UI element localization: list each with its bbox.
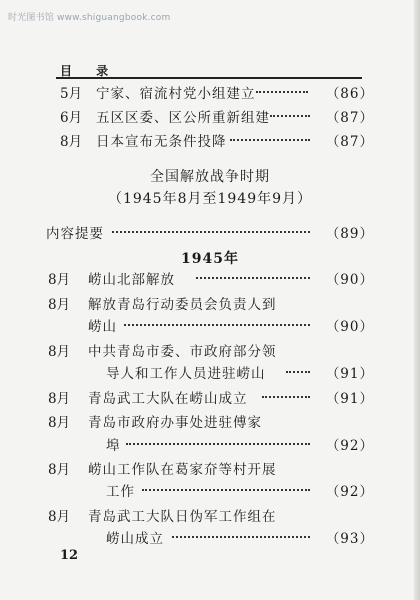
toc-summary [0,222,420,242]
toc-title: 内容提要 [46,226,104,242]
toc-month: 8月 [48,415,71,431]
toc-page: （90） [325,272,374,288]
dot-leader [126,443,310,445]
page-header: 目 录 [60,64,119,78]
toc-entry-continuation [0,315,420,335]
toc-month: 8月 [48,391,71,407]
toc-title-continued: 工作 [106,484,135,500]
toc-entry [0,106,420,126]
toc-entry [0,82,420,102]
dot-leader [196,277,310,279]
toc-title: 宁家、宿流村党小组建立 [96,86,256,102]
toc-page: （87） [325,110,374,126]
toc-entry-continuation [0,527,420,547]
section-title: 全国解放战争时期 [150,169,270,185]
toc-page: （91） [325,391,374,407]
toc-page: （89） [325,226,374,242]
toc-title: 崂山北部解放 [88,272,175,288]
toc-month: 8月 [48,272,71,288]
header-rule [56,77,362,79]
dot-leader [112,231,310,233]
dot-leader [286,371,310,373]
toc-page: （91） [325,366,374,382]
toc-entry [0,130,420,150]
toc-month: 5月 [60,86,83,102]
toc-page: （92） [325,438,374,454]
toc-month: 6月 [60,110,83,126]
toc-title: 崂山工作队在葛家夼等村开展 [88,462,277,478]
toc-title-continued: 崂山 [88,319,117,335]
dot-leader [230,139,310,141]
toc-page: （87） [325,134,374,150]
toc-month: 8月 [48,509,71,525]
toc-title: 青岛市政府办事处进驻傅家 [88,415,262,431]
toc-month: 8月 [48,297,71,313]
toc-title-continued: 埠 [106,438,121,454]
toc-entry [0,340,420,360]
toc-entry [0,387,420,407]
toc-entry [0,293,420,313]
toc-entry [0,411,420,431]
page-edge-shadow [414,0,420,600]
toc-title-continued: 崂山成立 [106,531,164,547]
toc-month: 8月 [48,462,71,478]
toc-entry [0,268,420,288]
toc-title: 日本宣布无条件投降 [96,134,227,150]
toc-title: 青岛武工大队日伪军工作组在 [88,509,277,525]
year-heading: 1945年 [181,251,239,267]
toc-entry-continuation [0,434,420,454]
toc-month: 8月 [60,134,83,150]
dot-leader [172,536,310,538]
toc-entry-continuation [0,480,420,500]
dot-leader [262,396,310,398]
toc-title: 青岛武工大队在崂山成立 [88,391,248,407]
section-range: （1945年8月至1949年9月） [107,191,313,207]
toc-month: 8月 [48,344,71,360]
toc-page: （93） [325,531,374,547]
toc-page: （92） [325,484,374,500]
dot-leader [142,489,310,491]
toc-page: （90） [325,319,374,335]
toc-entry [0,505,420,525]
toc-entry [0,458,420,478]
dot-leader [270,115,310,117]
toc-page: （86） [325,86,374,102]
toc-title: 五区区委、区公所重新组建 [96,110,270,126]
dot-leader [124,324,310,326]
toc-entry-continuation [0,362,420,382]
page-number: 12 [60,548,79,563]
watermark-text: 时光图书馆 www.shiguangbook.com [8,13,171,23]
toc-title: 中共青岛市委、市政府部分领 [88,344,277,360]
dot-leader [256,91,308,93]
toc-title: 解放青岛行动委员会负责人到 [88,297,277,313]
toc-title-continued: 导人和工作人员进驻崂山 [106,366,266,382]
